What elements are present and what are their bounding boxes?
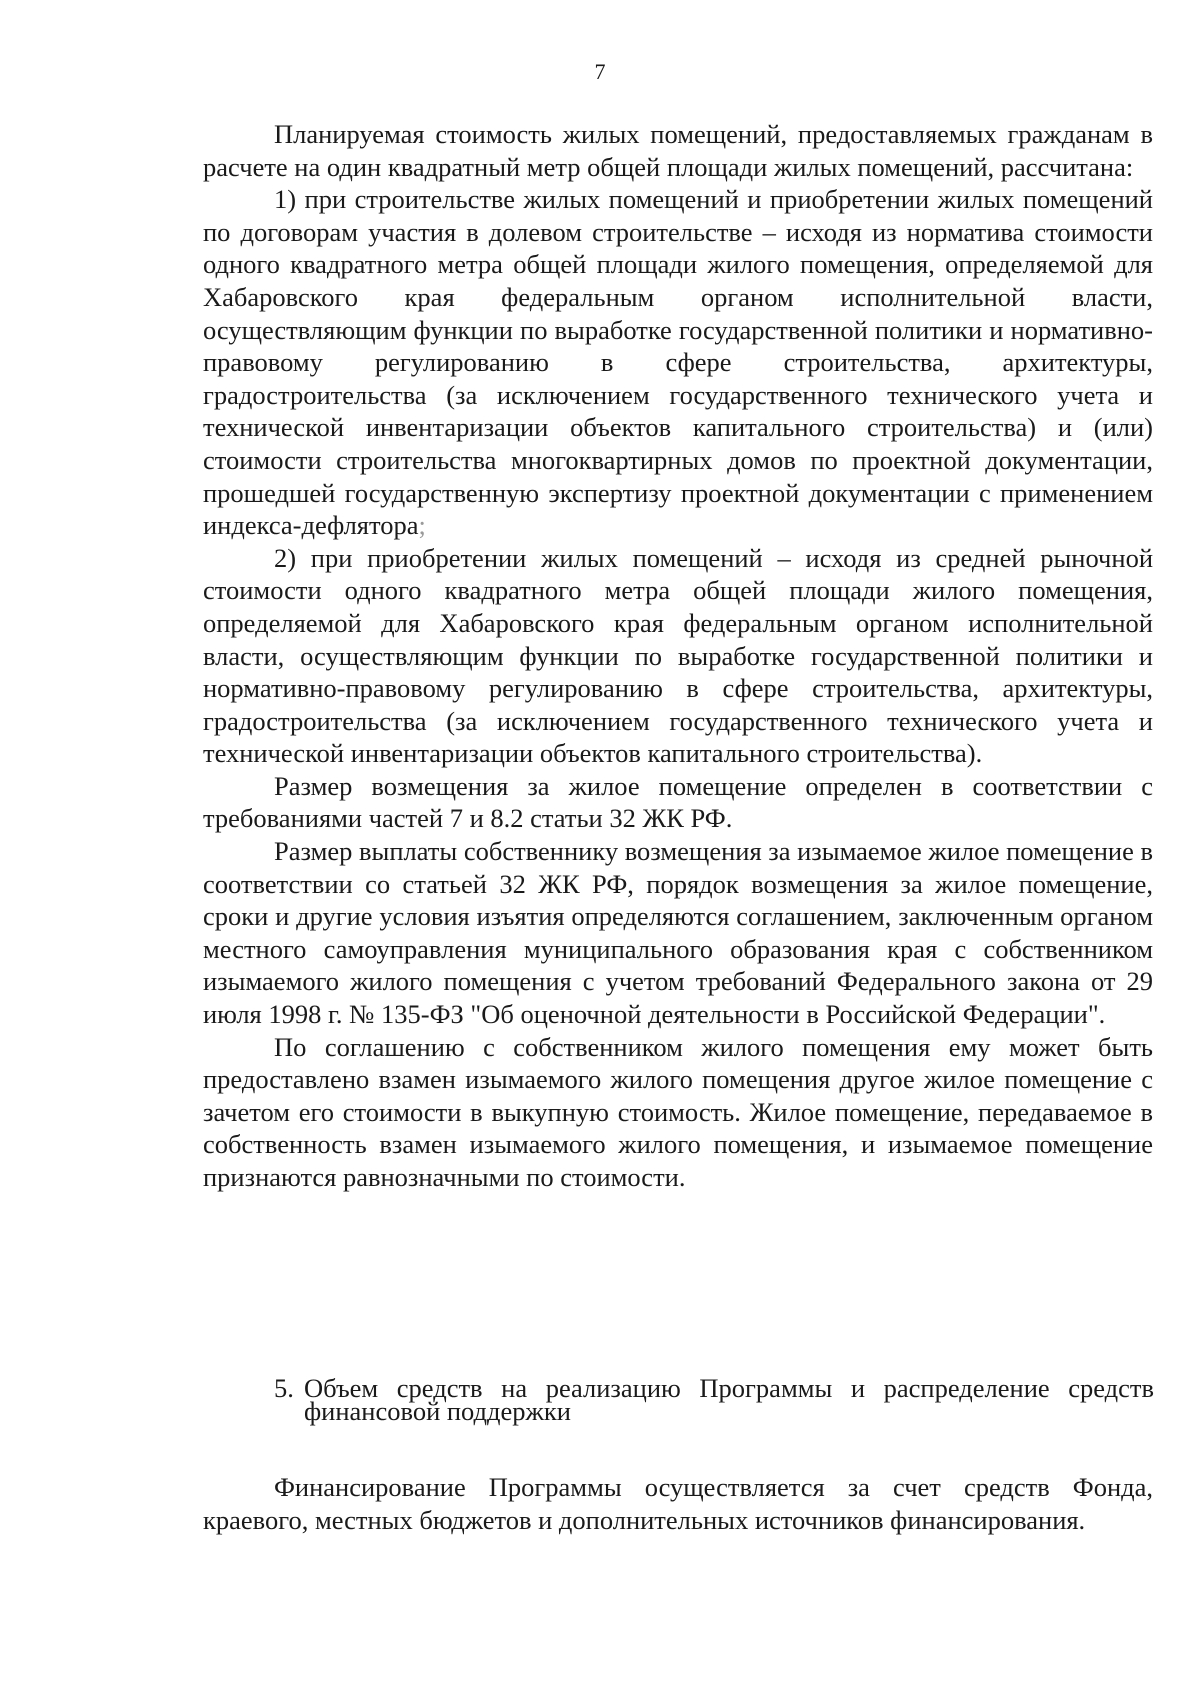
section-heading [274, 1373, 1154, 1426]
paragraph-item-1 [203, 183, 1153, 542]
paragraph-item-2: 2) при приобретении жилых помещений – исходя из средней рыночной стоимости одного квадратного метра общей площади жилого помещения, определяемой для Хабаровского края федеральным органом исполнительной власти, осуществляющим функции по выработке государственной политики и нормативно-правовому регулированию в сфере строительства, архитектуры, градостроительства (за исключением государственного технического учета и технической инвентаризации объектов капитального строительства). [203, 542, 1153, 769]
paragraph-item-1-text: 1) при строительстве жилых помещений и приобретении жилых помещений по договорам участия в долевом строительстве – исходя из норматива стоимости одного квадратного метра общей площади жилого помещения, определяемой для Хабаровского края федеральным органом исполнительной власти, осуществляющим функции по выработке государственной политики и нормативно-правовому регулированию в сфере строительства, архитектуры, градостроительства (за исключением государственного технического учета и технической инвентаризации объектов капитального строительства) и (или) стоимости строительства многоквартирных домов по проектной документации, прошедшей государственную экспертизу проектной документации с применением индекса-дефлятора [203, 184, 1153, 541]
body-text [203, 118, 1153, 1194]
final-text [203, 1471, 1153, 1536]
paragraph-planned-cost: Планируемая стоимость жилых помещений, предоставляемых гражданам в расчете на один квадратный метр общей площади жилых помещений, рассчитана: [203, 119, 1153, 182]
page-number: 7 [594, 59, 606, 84]
paragraph-financing: Финансирование Программы осуществляется за счет средств Фонда, краевого, местных бюджетов и дополнительных источников финансирования. [203, 1472, 1153, 1535]
section-number: 5. [274, 1373, 294, 1403]
paragraph-item-1-end: ; [418, 510, 426, 541]
paragraph-payment-size: Размер выплаты собственнику возмещения за изымаемое жилое помещение в соответствии со статьей 32 ЖК РФ, порядок возмещения за жилое помещение, сроки и другие условия изъятия определяются соглашением, заключенным органом местного самоуправления муниципального образования края с собственником изымаемого жилого помещения с учетом требований Федерального закона от 29 июля 1998 г. № 135-ФЗ "Об оценочной деятельности в Российской Федерации". [203, 836, 1153, 1030]
paragraph-agreement: По соглашению с собственником жилого помещения ему может быть предоставлено взамен изымаемого жилого помещения другое жилое помещение с зачетом его стоимости в выкупную стоимость. Жилое помещение, передаваемое в собственность взамен изымаемого жилого помещения, и изымаемое помещение признаются равнозначными по стоимости. [203, 1031, 1153, 1192]
paragraph-compensation-size: Размер возмещения за жилое помещение определен в соответствии с требованиями частей 7 и 8.2 статьи 32 ЖК РФ. [203, 770, 1153, 834]
section-title: Объем средств на реализацию Программы и распределение средств финансовой поддержки [304, 1373, 1154, 1426]
